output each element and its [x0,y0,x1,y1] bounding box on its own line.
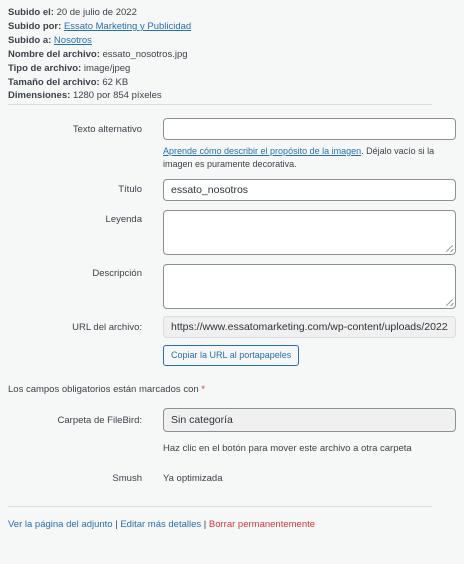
smush-status: Ya optimizada [163,473,223,484]
resize-handle-icon[interactable] [445,298,453,306]
uploaded-by-link[interactable]: Essato Marketing y Publicidad [63,20,192,32]
uploaded-on-label: Subido el: [8,7,54,18]
view-attachment-link[interactable]: Ver la página del adjunto [8,519,113,530]
dimensions-value: 1280 por 854 píxeles [72,90,162,102]
alt-text-help-link[interactable]: Aprende cómo describir el propósito de la imagen [163,146,362,156]
filetype-label: Tipo de archivo: [8,62,82,74]
filetype-value: image/jpeg [83,62,131,74]
file-metadata [8,6,191,103]
uploaded-on-value: 20 de julio de 2022 [56,7,137,18]
filename-row [8,48,191,62]
dimensions-label: Dimensiones: [8,90,71,102]
resize-handle-icon[interactable] [445,244,453,252]
uploaded-by-row [8,20,191,34]
smush-label: Smush [112,473,142,484]
required-fields-note [8,384,205,395]
alt-text-help [163,145,458,171]
filebird-folder-label: Carpeta de FileBird: [57,415,142,426]
filetype-row [8,62,191,76]
title-input[interactable] [163,179,456,201]
filename-value: essato_nosotros.jpg [102,48,188,60]
uploaded-on-row [8,6,191,20]
filesize-row [8,76,191,90]
divider [8,104,432,105]
uploaded-to-row [8,34,191,48]
divider [8,506,432,507]
alt-text-help-text: . Déjalo vacío si la imagen es puramente decorativa. [163,146,435,169]
separator: | [112,519,121,530]
required-note-text: Los campos obligatorios están marcados con [8,384,199,395]
uploaded-by-label: Subido por: [8,20,62,32]
file-url-input[interactable] [163,316,456,338]
separator: | [201,519,209,530]
filesize-label: Tamaño del archivo: [8,76,100,88]
file-url-label: URL del archivo: [72,322,142,333]
caption-label: Leyenda [105,214,142,225]
caption-textarea[interactable] [163,210,456,255]
uploaded-to-link[interactable]: Nosotros [53,34,92,46]
alt-text-label: Texto alternativo [72,124,142,135]
filebird-folder-help: Haz clic en el botón para mover este archivo a otra carpeta [163,443,412,454]
required-mark: * [201,384,205,395]
delete-permanently-link[interactable]: Borrar permanentemente [208,519,316,530]
uploaded-to-label: Subido a: [8,34,52,46]
title-label: Título [118,184,142,195]
description-textarea[interactable] [163,264,456,309]
alt-text-input[interactable] [163,118,456,140]
filebird-folder-field[interactable]: Sin categoría [163,408,456,432]
filesize-value: 62 KB [102,76,129,88]
filename-label: Nombre del archivo: [8,48,100,60]
copy-url-button[interactable]: Copiar la URL al portapapeles [163,345,299,366]
dimensions-row [8,89,191,103]
description-label: Descripción [92,268,142,279]
attachment-actions [8,519,315,530]
edit-details-link[interactable]: Editar más detalles [120,519,202,530]
